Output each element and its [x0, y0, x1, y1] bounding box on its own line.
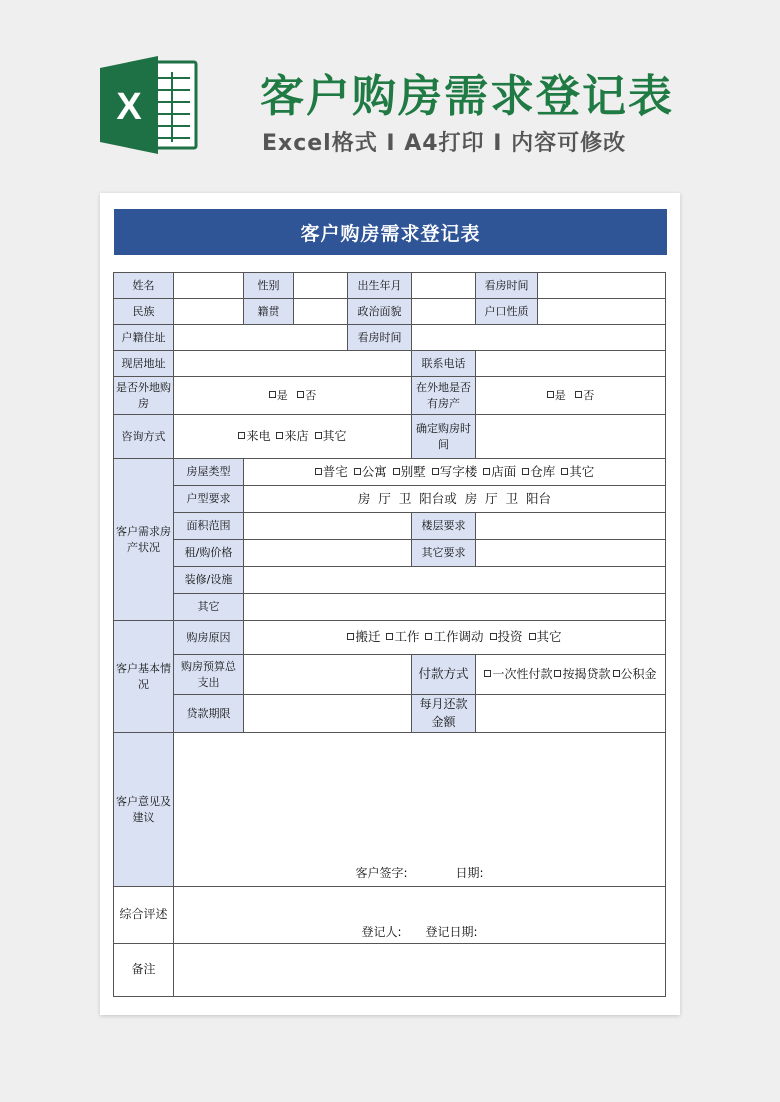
checkbox-icon — [315, 432, 322, 439]
checkbox-icon — [276, 432, 283, 439]
form-banner: 客户购房需求登记表 — [114, 209, 667, 255]
label-opinion: 客户意见及建议 — [114, 733, 174, 887]
label-remarks: 备注 — [114, 944, 174, 997]
input-overall[interactable] — [174, 887, 666, 944]
checkbox-icon — [483, 468, 490, 475]
option-house-type[interactable]: 店面 — [483, 464, 516, 479]
register-date-label: 登记日期: — [425, 924, 478, 939]
customer-sign-label: 客户签字: — [355, 865, 408, 880]
checkbox-icon — [347, 633, 354, 640]
checkbox-icon — [490, 633, 497, 640]
checkbox-icon — [386, 633, 393, 640]
option-call[interactable]: 来电 — [238, 429, 270, 443]
input-confirm[interactable] — [476, 415, 666, 459]
input-native-place[interactable] — [294, 299, 348, 325]
field-local-house — [476, 377, 666, 415]
input-loan-term[interactable] — [244, 695, 412, 733]
page-title: 客户购房需求登记表 — [260, 71, 674, 122]
label-gender: 性别 — [244, 273, 294, 299]
label-hukou-addr: 户籍住址 — [114, 325, 174, 351]
checkbox-icon — [561, 468, 568, 475]
option-house-type[interactable]: 写字楼 — [432, 464, 478, 479]
input-decor[interactable] — [244, 567, 666, 594]
input-gender[interactable] — [294, 273, 348, 299]
option-reason[interactable]: 工作 — [386, 629, 419, 644]
label-ethnicity: 民族 — [114, 299, 174, 325]
label-local-house: 在外地是否有房产 — [412, 377, 476, 415]
label-house-type: 房屋类型 — [174, 459, 244, 486]
checkbox-icon — [613, 670, 620, 677]
input-opinion[interactable] — [174, 733, 666, 887]
field-reason — [244, 621, 666, 655]
option-house-type[interactable]: 仓库 — [522, 464, 555, 479]
checkbox-icon — [432, 468, 439, 475]
option-house-type[interactable]: 其它 — [561, 464, 594, 479]
input-area[interactable] — [244, 513, 412, 540]
option-other[interactable]: 其它 — [315, 429, 347, 443]
input-price[interactable] — [244, 540, 412, 567]
input-current-addr[interactable] — [174, 351, 412, 377]
checkbox-icon — [315, 468, 322, 475]
label-other: 其它 — [174, 594, 244, 621]
logo-letter: X — [116, 86, 142, 128]
field-layout[interactable]: 房 厅 卫 阳台或 房 厅 卫 阳台 — [244, 486, 666, 513]
checkbox-icon — [425, 633, 432, 640]
input-ethnicity[interactable] — [174, 299, 244, 325]
label-area: 面积范围 — [174, 513, 244, 540]
checkbox-icon — [529, 633, 536, 640]
input-view-time[interactable] — [538, 273, 666, 299]
input-monthly[interactable] — [476, 695, 666, 733]
option-yes[interactable]: 是 — [269, 389, 288, 402]
option-reason[interactable]: 其它 — [529, 629, 562, 644]
checkbox-icon — [354, 468, 361, 475]
field-consult — [174, 415, 412, 459]
option-payment[interactable]: 按揭贷款 — [554, 667, 610, 681]
label-political: 政治面貌 — [348, 299, 412, 325]
label-payment: 付款方式 — [412, 655, 476, 695]
option-reason[interactable]: 投资 — [490, 629, 523, 644]
checkbox-icon — [554, 670, 561, 677]
label-decor: 装修/设施 — [174, 567, 244, 594]
field-payment — [476, 655, 666, 695]
checkbox-icon — [393, 468, 400, 475]
label-layout: 户型要求 — [174, 486, 244, 513]
label-native-place: 籍贯 — [244, 299, 294, 325]
label-birth: 出生年月 — [348, 273, 412, 299]
input-view-time-2[interactable] — [412, 325, 666, 351]
option-no[interactable]: 否 — [297, 389, 316, 402]
label-price: 租/购价格 — [174, 540, 244, 567]
label-reason: 购房原因 — [174, 621, 244, 655]
input-remarks[interactable] — [174, 944, 666, 997]
input-other-req[interactable] — [476, 540, 666, 567]
label-hukou-type: 户口性质 — [476, 299, 538, 325]
registrar-label: 登记人: — [361, 924, 402, 939]
date-label: 日期: — [455, 865, 484, 880]
label-view-time: 看房时间 — [476, 273, 538, 299]
page-subtitle: Excel格式 I A4打印 I 内容可修改 — [262, 131, 627, 156]
input-name[interactable] — [174, 273, 244, 299]
checkbox-icon — [297, 391, 304, 398]
checkbox-icon — [484, 670, 491, 677]
label-phone: 联系电话 — [412, 351, 476, 377]
excel-logo-icon — [100, 56, 200, 154]
option-payment[interactable]: 一次性付款 — [484, 667, 552, 681]
option-house-type[interactable]: 公寓 — [354, 464, 387, 479]
checkbox-icon — [575, 391, 582, 398]
label-confirm: 确定购房时间 — [412, 415, 476, 459]
form-sheet — [100, 193, 680, 1015]
option-no[interactable]: 否 — [575, 389, 594, 402]
label-floor: 楼层要求 — [412, 513, 476, 540]
checkbox-icon — [269, 391, 276, 398]
checkbox-icon — [522, 468, 529, 475]
label-needs-group: 客户需求房产状况 — [114, 459, 174, 621]
input-birth[interactable] — [412, 273, 476, 299]
option-reason[interactable]: 工作调动 — [425, 629, 483, 644]
option-payment[interactable]: 公积金 — [613, 667, 657, 681]
checkbox-icon — [238, 432, 245, 439]
registration-form — [113, 272, 666, 997]
checkbox-icon — [547, 391, 554, 398]
option-reason[interactable]: 搬迁 — [347, 629, 380, 644]
label-name: 姓名 — [114, 273, 174, 299]
label-monthly: 每月还款金额 — [412, 695, 476, 733]
field-house-type — [244, 459, 666, 486]
label-consult: 咨询方式 — [114, 415, 174, 459]
label-loan-term: 贷款期限 — [174, 695, 244, 733]
input-budget[interactable] — [244, 655, 412, 695]
label-has-house: 是否外地购房 — [114, 377, 174, 415]
label-view-time-2: 看房时间 — [348, 325, 412, 351]
label-basic-group: 客户基本情况 — [114, 621, 174, 733]
option-house-type[interactable]: 别墅 — [393, 464, 426, 479]
input-phone[interactable] — [476, 351, 666, 377]
option-house-type[interactable]: 普宅 — [315, 464, 348, 479]
input-hukou-type[interactable] — [538, 299, 666, 325]
option-visit[interactable]: 来店 — [276, 429, 308, 443]
label-overall: 综合评述 — [114, 887, 174, 944]
label-current-addr: 现居地址 — [114, 351, 174, 377]
input-floor[interactable] — [476, 513, 666, 540]
label-other-req: 其它要求 — [412, 540, 476, 567]
label-budget: 购房预算总支出 — [174, 655, 244, 695]
input-political[interactable] — [412, 299, 476, 325]
input-other[interactable] — [244, 594, 666, 621]
input-hukou-addr[interactable] — [174, 325, 348, 351]
option-yes[interactable]: 是 — [547, 389, 566, 402]
field-has-house — [174, 377, 412, 415]
